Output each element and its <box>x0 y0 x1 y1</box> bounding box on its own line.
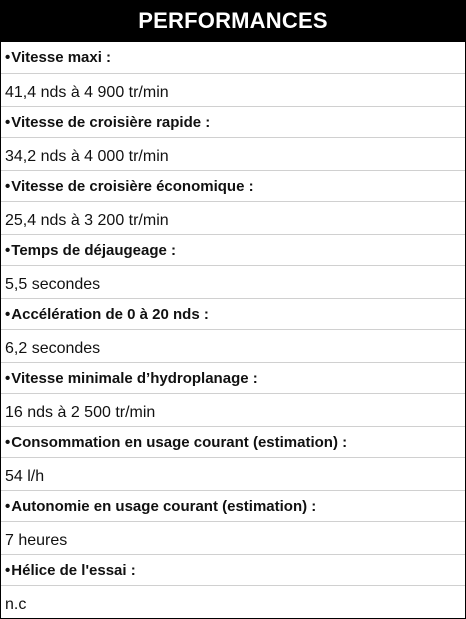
spec-label-row <box>1 362 465 393</box>
spec-label-row <box>1 298 465 329</box>
spec-label: Temps de déjaugeage : <box>11 241 177 259</box>
spec-value: 6,2 secondes <box>5 340 101 357</box>
spec-value: 7 heures <box>5 532 68 549</box>
spec-label: Hélice de l'essai : <box>11 561 136 579</box>
spec-label: Vitesse maxi : <box>11 49 112 66</box>
spec-value: 16 nds à 2 500 tr/min <box>5 404 156 421</box>
bullet-icon: • <box>5 433 11 451</box>
spec-value-row <box>1 73 465 106</box>
spec-label-row <box>1 170 465 201</box>
bullet-icon: • <box>5 49 11 66</box>
spec-value-row <box>1 201 465 234</box>
spec-label-row <box>1 490 465 521</box>
spec-value: 34,2 nds à 4 000 tr/min <box>5 148 169 165</box>
bullet-icon: • <box>5 561 11 579</box>
bullet-icon: • <box>5 177 11 195</box>
spec-label: Autonomie en usage courant (estimation) : <box>11 497 317 515</box>
spec-value-row <box>1 521 465 554</box>
bullet-icon: • <box>5 497 11 515</box>
spec-value-row <box>1 329 465 362</box>
table-title: PERFORMANCES <box>138 8 328 33</box>
spec-value: 41,4 nds à 4 900 tr/min <box>5 84 169 101</box>
spec-label-row <box>1 554 465 585</box>
spec-value-row <box>1 137 465 170</box>
spec-label-row <box>1 426 465 457</box>
spec-value-row <box>1 585 465 618</box>
bullet-icon: • <box>5 241 11 259</box>
spec-value: 54 l/h <box>5 468 45 485</box>
bullet-icon: • <box>5 305 11 323</box>
spec-label: Vitesse de croisière rapide : <box>11 113 211 131</box>
spec-value: 5,5 secondes <box>5 276 101 293</box>
spec-rows <box>1 42 465 618</box>
bullet-icon: • <box>5 113 11 131</box>
spec-label-row <box>1 42 465 73</box>
spec-value-row <box>1 457 465 490</box>
table-header <box>1 0 465 42</box>
spec-label: Accélération de 0 à 20 nds : <box>11 305 209 323</box>
spec-label: Consommation en usage courant (estimation) : <box>11 433 348 451</box>
spec-label: Vitesse minimale d’hydroplanage : <box>11 369 258 387</box>
spec-value-row <box>1 393 465 426</box>
spec-value: n.c <box>5 596 27 613</box>
spec-label-row <box>1 106 465 137</box>
spec-value: 25,4 nds à 3 200 tr/min <box>5 212 169 229</box>
bullet-icon: • <box>5 369 11 387</box>
spec-label: Vitesse de croisière économique : <box>11 177 254 195</box>
spec-value-row <box>1 265 465 298</box>
spec-label-row <box>1 234 465 265</box>
